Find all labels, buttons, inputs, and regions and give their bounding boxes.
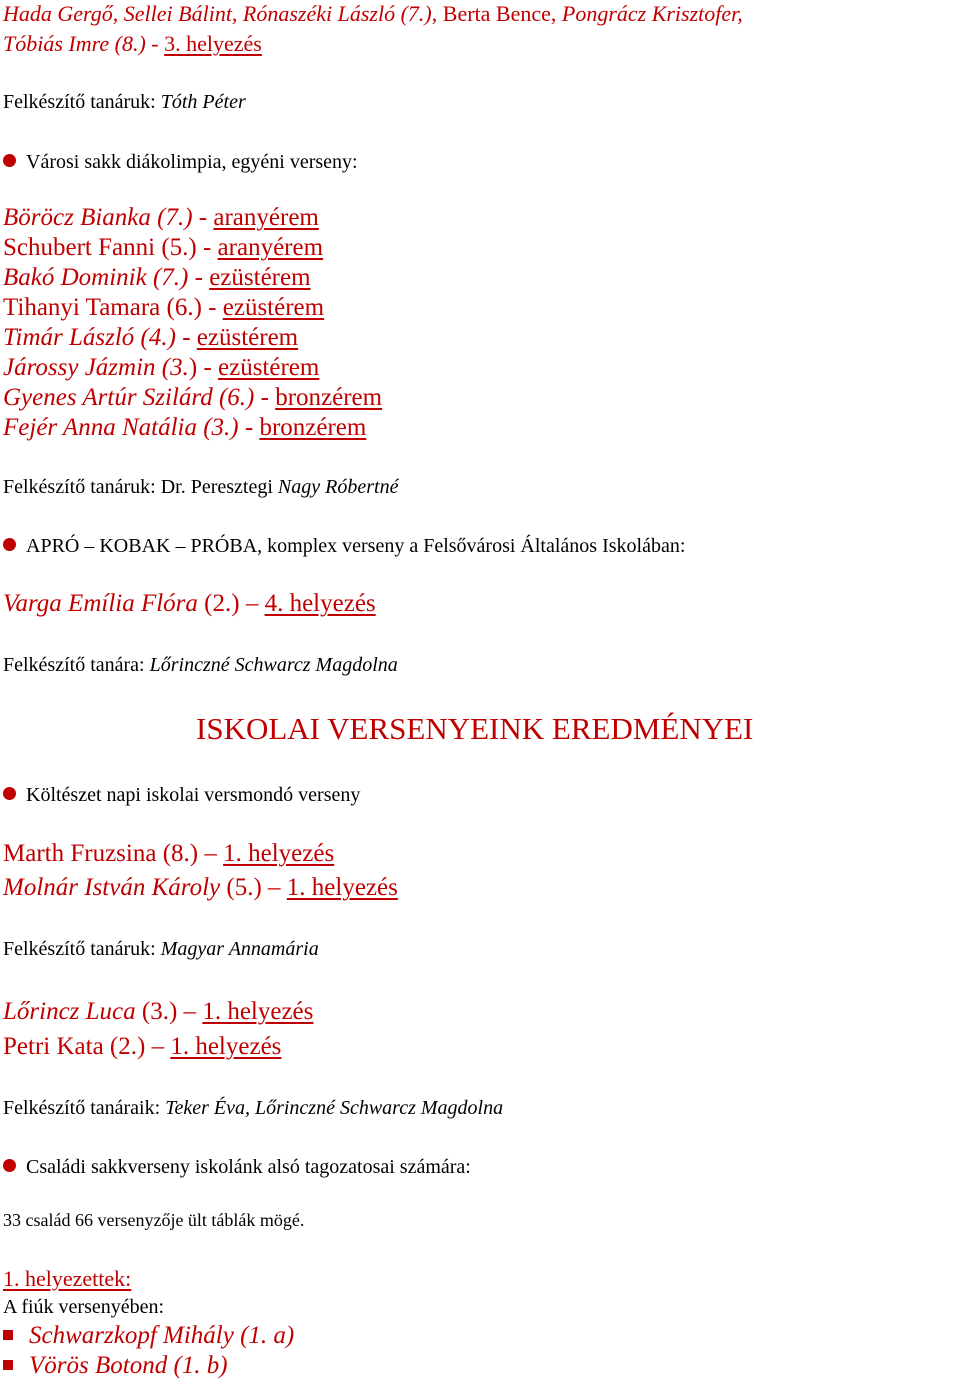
intro-names-italic-2: Pongrácz Krisztofer, xyxy=(561,1,743,26)
teacher-name: Tóth Péter xyxy=(160,91,246,113)
family-chess-note: 33 család 66 versenyzője ült táblák mögé. xyxy=(3,1210,305,1230)
chess-result-row: Gyenes Artúr Szilárd (6.) - bronzérem xyxy=(3,384,383,411)
kobak-result: Varga Emília Flóra (2.) – 4. helyezés xyxy=(3,590,376,617)
winners-label: 1. helyezettek: xyxy=(3,1266,132,1291)
poetry-result-row: Lőrincz Luca (3.) – 1. helyezés xyxy=(3,998,314,1025)
intro-line-1 xyxy=(3,3,743,25)
chess-result-row: Tihanyi Tamara (6.) - ezüstérem xyxy=(3,294,325,321)
intro-result: 3. helyezés xyxy=(164,31,262,56)
poetry-title: Költészet napi iskolai versmondó verseny xyxy=(3,785,360,805)
poetry-result-row: Petri Kata (2.) – 1. helyezés xyxy=(3,1033,282,1060)
chess-result-row: Timár László (4.) - ezüstérem xyxy=(3,324,299,351)
intro-line-2 xyxy=(3,33,262,55)
intro-names-italic: Hada Gergő, Sellei Bálint, Rónaszéki László (7.) xyxy=(3,1,432,26)
boys-winner: Vörös Botond (1. b) xyxy=(3,1353,228,1378)
intro-names-line2: Tóbiás Imre (8.) xyxy=(3,31,146,56)
chess-title: Városi sakk diákolimpia, egyéni verseny: xyxy=(3,152,358,172)
chess-result-row: Járossy Jázmin (3.) - ezüstérem xyxy=(3,354,320,381)
chess-result-row: Schubert Fanni (5.) - aranyérem xyxy=(3,234,324,261)
bullet-icon xyxy=(3,538,16,551)
poetry-teacher-2: Felkészítő tanáraik: Teker Éva, Lőrinczné Schwarcz Magdolna xyxy=(3,1097,504,1119)
chess-result-row: Fejér Anna Natália (3.) - bronzérem xyxy=(3,414,367,441)
square-bullet-icon xyxy=(3,1330,13,1340)
chess-teacher: Felkészítő tanáruk: Dr. Peresztegi Nagy Róbertné xyxy=(3,476,399,498)
intro-names-plain: , Berta Bence, xyxy=(431,1,562,26)
boys-winner: Schwarzkopf Mihály (1. a) xyxy=(3,1323,294,1348)
poetry-result-row: Molnár István Károly (5.) – 1. helyezés xyxy=(3,874,398,901)
square-bullet-icon xyxy=(3,1360,13,1370)
chess-result-row: Bakó Dominik (7.) - ezüstérem xyxy=(3,264,311,291)
boys-label: A fiúk versenyében: xyxy=(3,1296,165,1318)
teacher-label: Felkészítő tanáruk: xyxy=(3,91,161,113)
intro-teacher xyxy=(3,92,246,112)
poetry-result-row: Marth Fruzsina (8.) – 1. helyezés xyxy=(3,840,335,867)
poetry-teacher-1: Felkészítő tanáruk: Magyar Annamária xyxy=(3,938,319,960)
intro-sep: - xyxy=(145,31,165,56)
family-chess-title: Családi sakkverseny iskolánk alsó tagozatosai számára: xyxy=(3,1157,471,1177)
kobak-teacher: Felkészítő tanára: Lőrinczné Schwarcz Magdolna xyxy=(3,654,398,676)
bullet-icon xyxy=(3,154,16,167)
bullet-icon xyxy=(3,787,16,800)
bullet-icon xyxy=(3,1159,16,1172)
chess-result-row: Böröcz Bianka (7.) - aranyérem xyxy=(3,204,319,231)
kobak-title: APRÓ – KOBAK – PRÓBA, komplex verseny a Felsővárosi Általános Iskolában: xyxy=(3,536,685,556)
school-results-heading: ISKOLAI VERSENYEINK EREDMÉNYEI xyxy=(196,711,754,746)
